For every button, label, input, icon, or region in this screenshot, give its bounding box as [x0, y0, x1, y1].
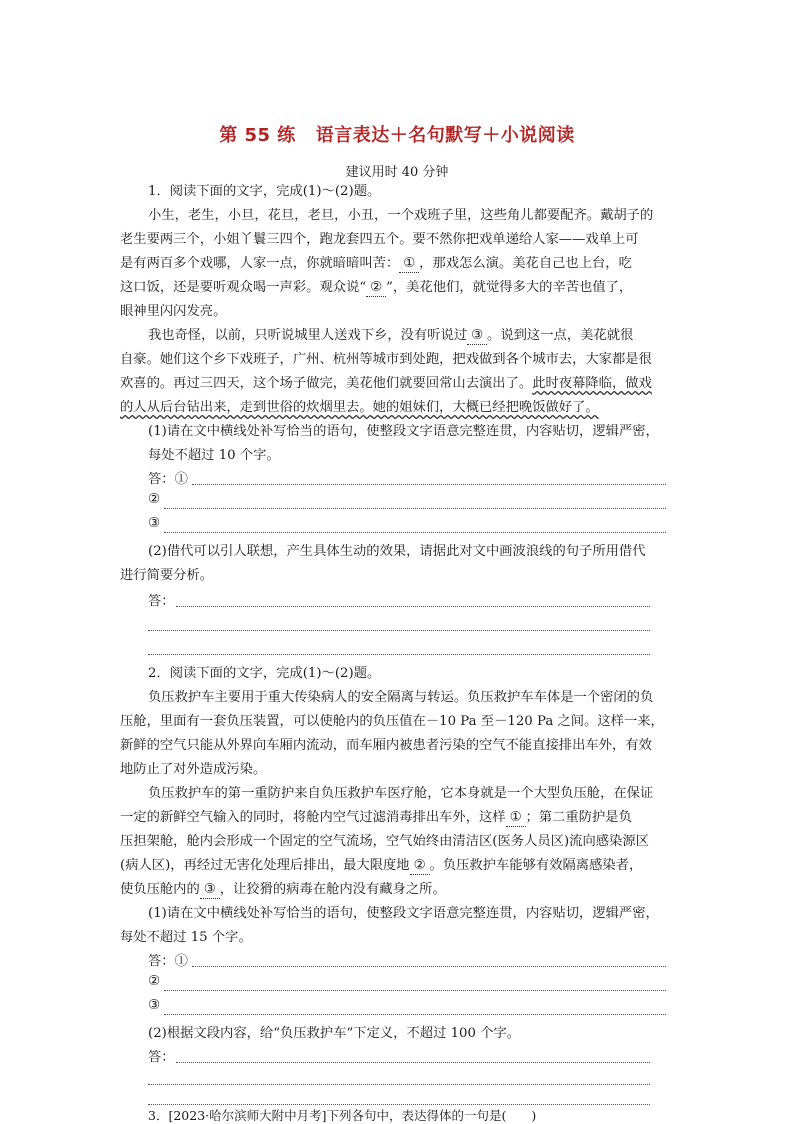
title-topic: 语言表达＋名句默写＋小说阅读: [315, 125, 575, 146]
q2-sub1-line2: 每处不超过 15 个字。: [120, 930, 252, 945]
q2-blank-3: ③: [200, 883, 220, 899]
answer-line[interactable]: [148, 630, 650, 631]
q2-answer-definition: 答：: [148, 1050, 175, 1065]
answer-line[interactable]: [148, 1104, 650, 1105]
q1-sub1-line1: (1)请在文中横线处补写恰当的语句，使整段文字语意完整连贯，内容贴切，逻辑严密，: [148, 424, 659, 439]
q1-answer-1: 答：①: [148, 472, 188, 487]
q2-p2-line1: 负压救护车的第一重防护来自负压救护车医疗舱，它本身就是一个大型负压舱，在保证: [148, 786, 654, 801]
q1-sub2-line2: 进行简要分析。: [120, 568, 214, 583]
q2-p2-line3: 压担架舱，舱内会形成一个固定的空气流场，空气始终由清洁区(医务人员区)流向感染源区: [120, 834, 649, 849]
answer-line[interactable]: [164, 990, 666, 991]
q1-p2-line1: 我也奇怪，以前，只听说城里人送戏下乡，没有听说过 ③ 。说到这一点，美花就很: [148, 328, 634, 343]
q2-blank-1: ①: [506, 811, 526, 827]
q2-blank-2: ②: [410, 859, 430, 875]
q2-p1-line3: 新鲜的空气只能从外界向车厢内流动，而车厢内被患者污染的空气不能直接排出车外，有效: [120, 738, 652, 753]
answer-line[interactable]: [176, 1062, 650, 1063]
q1-p1-line3: 是有两百多个戏哪，人家一点，你就暗暗叫苦： ① ，那戏怎么演。美花自己也上台，吃: [120, 256, 632, 271]
q1-p1-line4: 这口饭，还是要听观众喝一声彩。观众说“ ② ”，美花他们，就觉得多大的辛苦也值了，: [120, 280, 633, 295]
q3-heading: 3．[2023·哈尔滨师大附中月考]下列各句中，表达得体的一句是( ): [148, 1108, 537, 1123]
q1-sub2-line1: (2)借代可以引人联想，产生具体生动的效果，请据此对文中画波浪线的句子所用借代: [148, 544, 646, 559]
answer-line[interactable]: [148, 1084, 650, 1085]
q2-p1-line4: 地防止了对外造成污染。: [120, 762, 267, 777]
q2-answer-1: 答：①: [148, 954, 188, 969]
answer-line[interactable]: [176, 606, 650, 607]
answer-line[interactable]: [164, 532, 666, 533]
q2-heading: 2．阅读下面的文字，完成(1)～(2)题。: [148, 666, 381, 681]
answer-line[interactable]: [164, 1014, 666, 1015]
q1-blank-1: ①: [399, 257, 419, 273]
q1-p1-line1: 小生，老生，小旦，花旦，老旦，小丑，一个戏班子里，这些角儿都要配齐。戴胡子的: [148, 208, 654, 223]
q1-answer-2: ②: [148, 492, 160, 507]
title-number: 第 55 练: [219, 125, 296, 146]
q2-answer-2: ②: [148, 974, 160, 989]
answer-line[interactable]: [148, 654, 650, 655]
answer-line[interactable]: [192, 484, 666, 485]
q1-p2-line3: 欢喜的。再过三四天，这个场子做完，美花他们就要回常山去演出了。此时夜幕降临，做戏: [120, 376, 652, 391]
q1-answer-analysis: 答：: [148, 594, 175, 609]
q2-p1-line2: 压舱，里面有一套负压装置，可以使舱内的负压值在－10 Pa 至－120 Pa 之间。这样一来，: [120, 714, 664, 729]
q1-p1-line2: 老生要两三个，小姐丫鬟三四个，跑龙套四五个。要不然你把戏单递给人家——戏单上可: [120, 232, 639, 247]
q2-p2-line5: 使负压舱内的 ③ ，让狡猾的病毒在舱内没有藏身之所。: [120, 882, 446, 897]
q1-p2-line4: 的人从后台钻出来，走到世俗的炊烟里去。她的姐妹们，大概已经把晚饭做好了。: [120, 400, 599, 415]
answer-line[interactable]: [164, 508, 666, 509]
q2-answer-3: ③: [148, 998, 160, 1013]
page-title: [0, 121, 794, 147]
q2-p2-line2: 一定的新鲜空气输入的同时，将舱内空气过滤消毒排出车外，这样 ① ；第二重防护是负: [120, 810, 632, 825]
q2-sub1-line1: (1)请在文中横线处补写恰当的语句，使整段文字语意完整连贯，内容贴切，逻辑严密，: [148, 906, 659, 921]
q1-answer-3: ③: [148, 516, 160, 531]
q1-heading: 1．阅读下面的文字，完成(1)～(2)题。: [148, 184, 381, 199]
wavy-underlined-sentence: 此时夜幕降临，做戏: [532, 376, 652, 391]
q1-blank-3: ③: [467, 329, 487, 345]
q1-sub1-line2: 每处不超过 10 个字。: [148, 448, 280, 463]
q1-blank-2: ②: [366, 281, 386, 297]
q2-sub2-line1: (2)根据文段内容，给“负压救护车”下定义，不超过 100 个字。: [148, 1026, 521, 1041]
q2-p1-line1: 负压救护车主要用于重大传染病人的安全隔离与转运。负压救护车车体是一个密闭的负: [148, 690, 654, 705]
q2-p2-line4: (病人区)，再经过无害化处理后排出，最大限度地 ② 。负压救护车能够有效隔离感染者，: [120, 858, 643, 873]
q1-p1-line5: 眼神里闪闪发亮。: [120, 304, 227, 319]
wavy-underlined-sentence-cont: 的人从后台钻出来，走到世俗的炊烟里去。: [120, 400, 373, 415]
answer-line[interactable]: [192, 966, 666, 967]
suggested-time: 建议用时 40 分钟: [345, 165, 449, 180]
q1-p2-line2: 自豪。她们这个乡下戏班子，广州、杭州等城市到处跑，把戏做到各个城市去，大家都是很: [120, 352, 652, 367]
